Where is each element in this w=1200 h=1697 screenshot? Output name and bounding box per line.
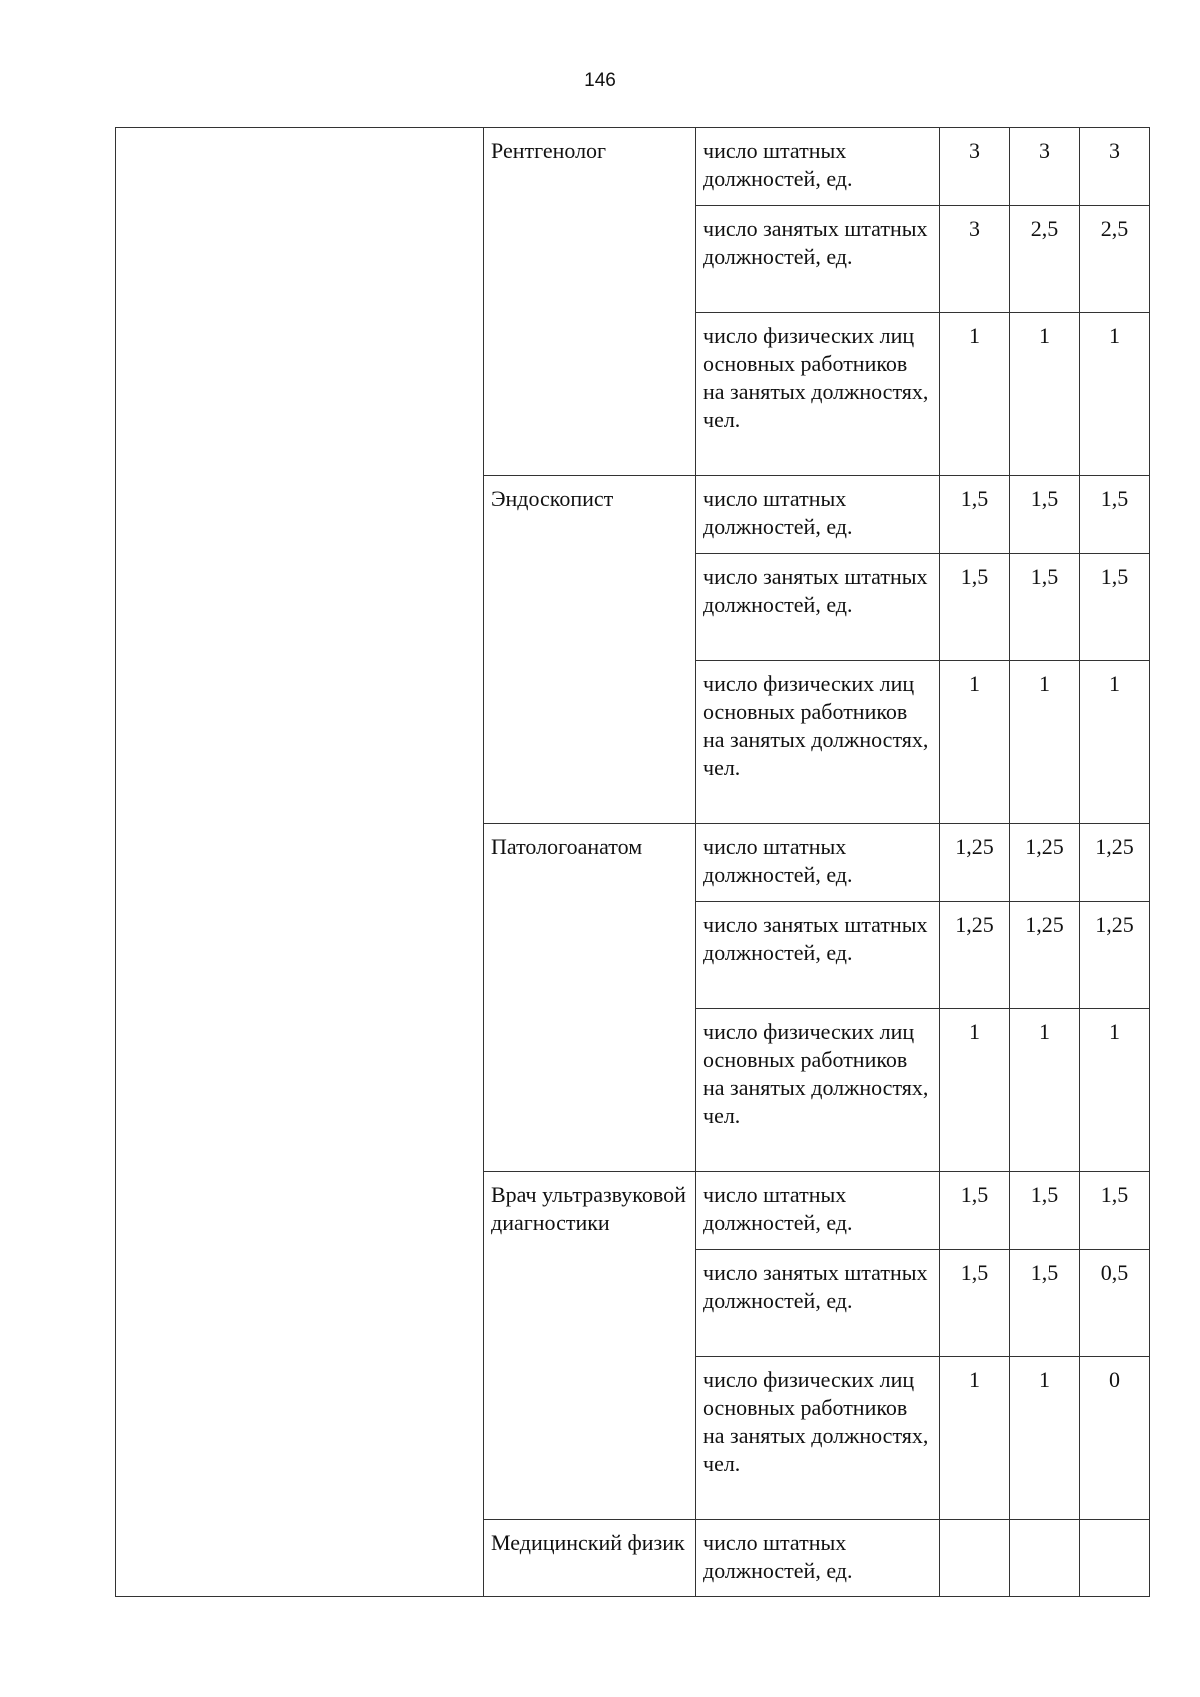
indicator-label: число физических лиц основных работников на занятых должностях, чел. <box>696 313 940 476</box>
value-cell: 1 <box>1010 661 1080 824</box>
value-cell: 1 <box>940 1357 1010 1520</box>
indicator-label: число физических лиц основных работников на занятых должностях, чел. <box>696 661 940 824</box>
value-cell: 0,5 <box>1080 1250 1150 1357</box>
indicator-label: число физических лиц основных работников на занятых должностях, чел. <box>696 1009 940 1172</box>
value-cell: 1,5 <box>1080 476 1150 554</box>
indicator-label: число штатных должностей, ед. <box>696 1520 940 1597</box>
value-cell: 1 <box>940 313 1010 476</box>
value-cell <box>1080 1520 1150 1597</box>
value-cell: 1,25 <box>1010 824 1080 902</box>
value-cell: 1,5 <box>940 1250 1010 1357</box>
indicator-label: число занятых штатных должностей, ед. <box>696 206 940 313</box>
value-cell: 1 <box>1010 1357 1080 1520</box>
value-cell: 1,5 <box>940 476 1010 554</box>
value-cell: 3 <box>1080 128 1150 206</box>
specialty-cell: Эндоскопист <box>484 476 696 824</box>
value-cell: 1 <box>1080 1009 1150 1172</box>
table-row <box>116 128 1150 206</box>
indicator-label: число штатных должностей, ед. <box>696 824 940 902</box>
value-cell: 1 <box>1080 313 1150 476</box>
specialty-cell: Патологоанатом <box>484 824 696 1172</box>
value-cell: 1,25 <box>940 824 1010 902</box>
indicator-label: число штатных должностей, ед. <box>696 476 940 554</box>
value-cell: 1,5 <box>940 554 1010 661</box>
empty-left-column <box>116 128 484 1597</box>
value-cell: 1,5 <box>1010 554 1080 661</box>
value-cell <box>1010 1520 1080 1597</box>
specialty-cell: Рентгенолог <box>484 128 696 476</box>
value-cell: 1 <box>1080 661 1150 824</box>
value-cell: 3 <box>940 206 1010 313</box>
value-cell: 1,5 <box>1080 554 1150 661</box>
staffing-table <box>115 127 1150 1597</box>
specialty-cell: Медицинский физик <box>484 1520 696 1597</box>
value-cell: 1,5 <box>1010 1172 1080 1250</box>
value-cell: 1,25 <box>1010 902 1080 1009</box>
value-cell: 0 <box>1080 1357 1150 1520</box>
value-cell: 1,5 <box>940 1172 1010 1250</box>
indicator-label: число занятых штатных должностей, ед. <box>696 1250 940 1357</box>
value-cell <box>940 1520 1010 1597</box>
value-cell: 1 <box>940 1009 1010 1172</box>
value-cell: 1,5 <box>1010 476 1080 554</box>
value-cell: 1 <box>1010 1009 1080 1172</box>
value-cell: 3 <box>1010 128 1080 206</box>
value-cell: 2,5 <box>1080 206 1150 313</box>
indicator-label: число занятых штатных должностей, ед. <box>696 554 940 661</box>
page-number: 146 <box>584 70 616 91</box>
indicator-label: число занятых штатных должностей, ед. <box>696 902 940 1009</box>
indicator-label: число штатных должностей, ед. <box>696 1172 940 1250</box>
value-cell: 2,5 <box>1010 206 1080 313</box>
value-cell: 1,25 <box>1080 902 1150 1009</box>
value-cell: 1,25 <box>1080 824 1150 902</box>
indicator-label: число штатных должностей, ед. <box>696 128 940 206</box>
specialty-cell: Врач ультразвуковой диагностики <box>484 1172 696 1520</box>
value-cell: 1 <box>1010 313 1080 476</box>
value-cell: 1,25 <box>940 902 1010 1009</box>
value-cell: 1 <box>940 661 1010 824</box>
indicator-label: число физических лиц основных работников на занятых должностях, чел. <box>696 1357 940 1520</box>
value-cell: 3 <box>940 128 1010 206</box>
value-cell: 1,5 <box>1080 1172 1150 1250</box>
value-cell: 1,5 <box>1010 1250 1080 1357</box>
